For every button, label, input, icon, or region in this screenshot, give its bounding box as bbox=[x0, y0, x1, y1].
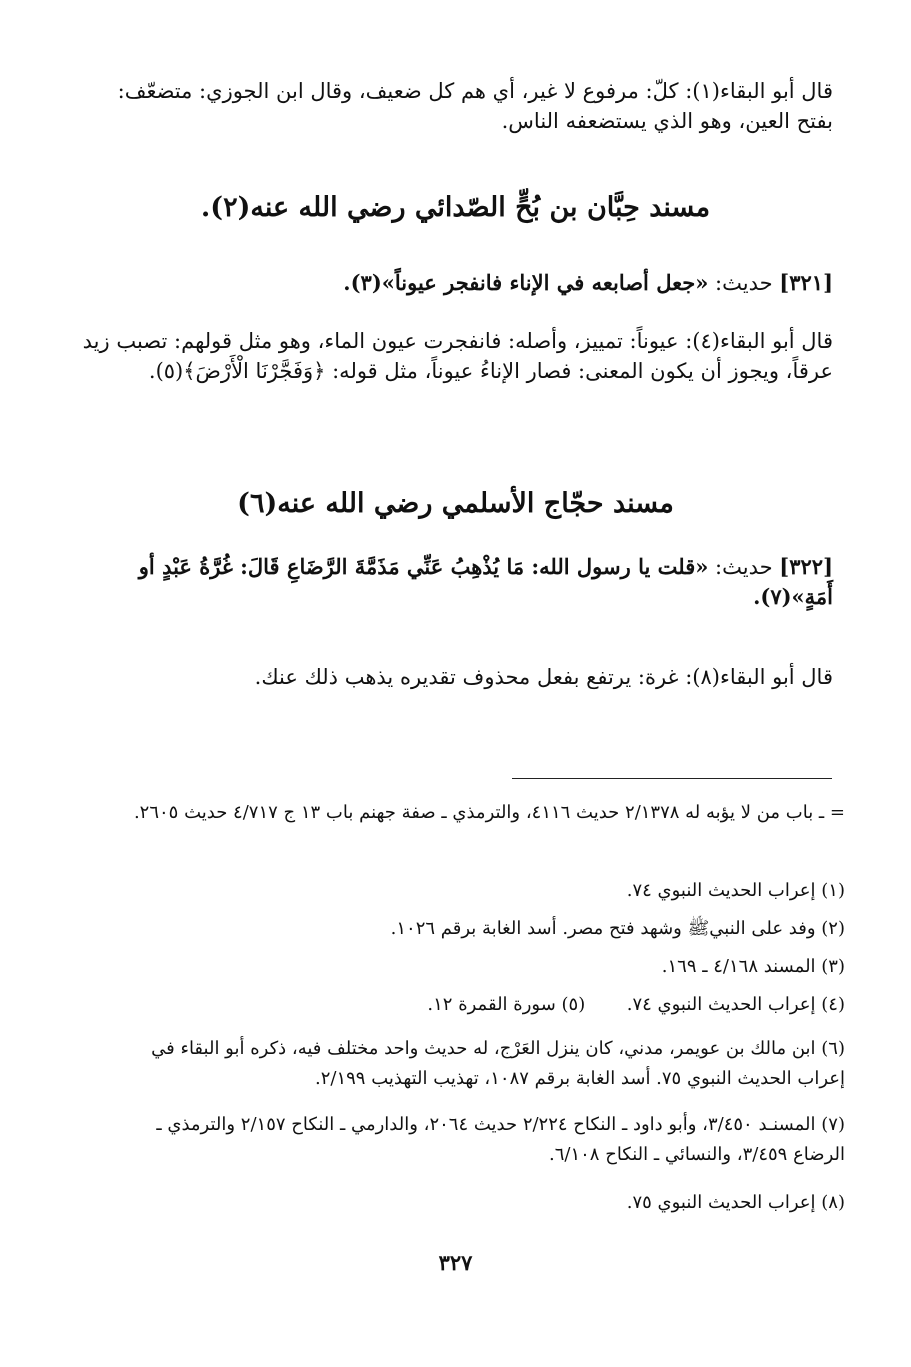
hadith-322 bbox=[80, 552, 833, 612]
section-heading-hajjaj: مسند حجّاج الأسلمي رضي الله عنه(٦) bbox=[237, 488, 674, 519]
footnote-3: (٣) المسند ٤/١٦٨ ـ ١٦٩. bbox=[661, 956, 845, 977]
footnote-8: (٨) إعراب الحديث النبوي ٧٥. bbox=[626, 1192, 845, 1213]
hadith-number: [٣٢١] bbox=[779, 270, 833, 295]
paragraph-abu-albaqa-3: قال أبو البقاء(٨): غرة: يرتفع بفعل محذوف تقديره يذهب ذلك عنك. bbox=[254, 665, 833, 689]
footnote-6: (٦) ابن مالك بن عويمر، مدني، كان ينزل العَرْج، له حديث واحد مختلف فيه، ذكره أبو البقاء في إعراب الحديث النبوي ٧٥. أسد الغابة برقم ١٠٨٧، تهذيب التهذيب ٢/١٩٩. bbox=[151, 1038, 845, 1089]
paragraph-abu-albaqa-1: قال أبو البقاء(١): كلّ: مرفوع لا غير، أي هم كل ضعيف، وقال ابن الجوزي: متضعّف: بفتح العين، وهو الذي يستضعفه الناس. bbox=[117, 79, 833, 133]
paragraph-abu-albaqa-2: قال أبو البقاء(٤): عيوناً: تمييز، وأصله: فانفجرت عيون الماء، وهو مثل قولهم: تصبب زيد عرقاً، ويجوز أن يكون المعنى: فصار الإناءُ عيوناً، مثل قوله: ﴿وَفَجَّرْنَا الْأَرْضَ﴾(٥). bbox=[82, 329, 833, 383]
footnote-divider bbox=[512, 778, 832, 779]
hadith-label: حديث: bbox=[715, 271, 773, 295]
hadith-text: «قلت يا رسول الله: مَا يُذْهِبُ عَنِّي مَذَمَّةَ الرَّضَاعِ قَالَ: غُرَّةُ عَبْدٍ أو أَمَةٍ»(٧). bbox=[138, 554, 833, 609]
footnote-2: (٢) وفد على النبيﷺ وشهد فتح مصر. أسد الغابة برقم ١٠٢٦. bbox=[390, 918, 845, 939]
page-number: ٣٢٧ bbox=[438, 1250, 473, 1275]
hadith-321 bbox=[80, 268, 833, 298]
hadith-number: [٣٢٢] bbox=[779, 554, 833, 579]
hadith-label: حديث: bbox=[715, 555, 773, 579]
footnote-1: (١) إعراب الحديث النبوي ٧٤. bbox=[626, 880, 845, 901]
footnote-7: (٧) المسنـد ٣/٤٥٠، وأبو داود ـ النكاح ٢/٢٢٤ حديث ٢٠٦٤، والدارمي ـ النكاح ٢/١٥٧ والترمذي ـ الرضاع ٣/٤٥٩، والنسائي ـ النكاح ٦/١٠٨. bbox=[156, 1114, 845, 1165]
hadith-text: «جعل أصابعه في الإناء فانفجر عيوناً»(٣). bbox=[343, 270, 709, 295]
footnote-4: (٤) إعراب الحديث النبوي ٧٤. bbox=[626, 994, 845, 1015]
footnote-4-5 bbox=[100, 990, 845, 1020]
section-heading-hibban: مسند حِبَّان بن بُحٍّ الصّدائي رضي الله عنه(٢). bbox=[200, 192, 711, 223]
footnote-continuation: = ـ باب من لا يؤبه له ٢/١٣٧٨ حديث ٤١١٦، والترمذي ـ صفة جهنم باب ١٣ ج ٤/٧١٧ حديث ٢٦٠٥. bbox=[133, 802, 845, 823]
footnote-5: (٥) سورة القمرة ١٢. bbox=[427, 994, 586, 1015]
